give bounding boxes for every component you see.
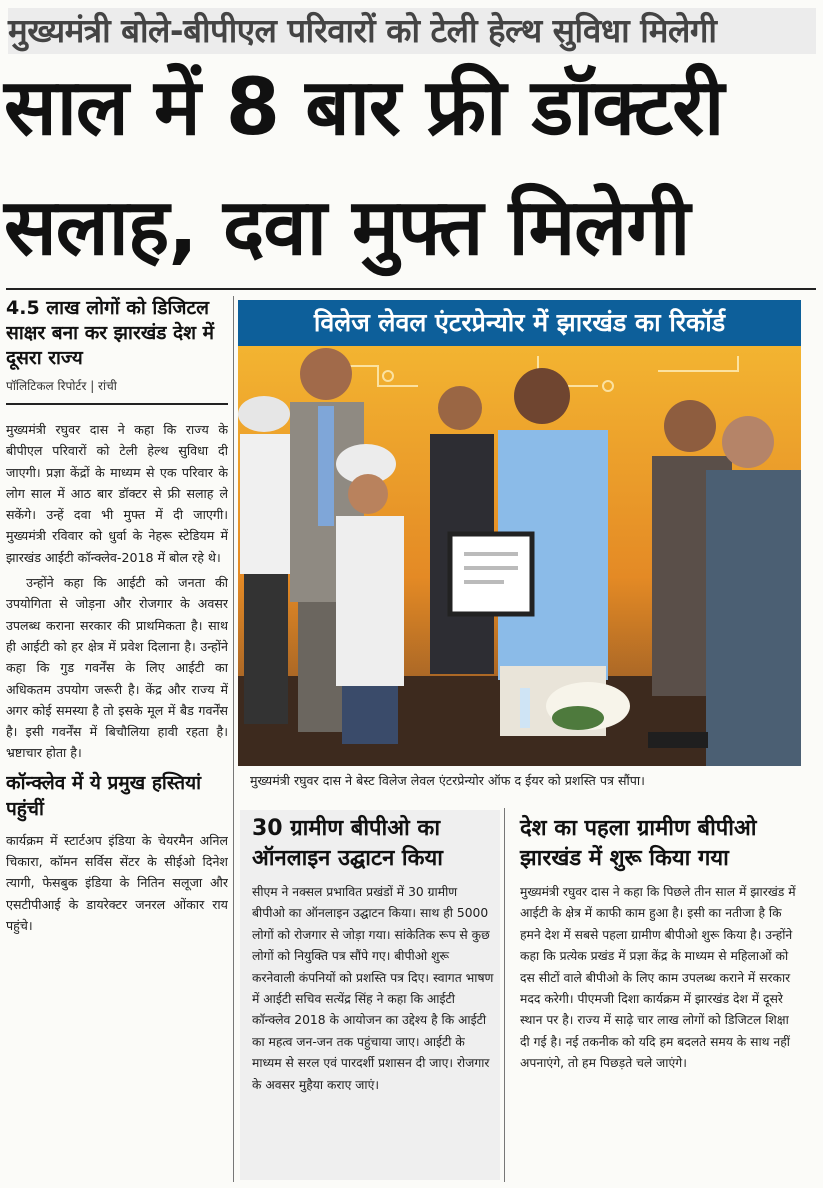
left-paragraph-2: उन्होंने कहा कि आईटी को जनता की उपयोगिता से जोड़ना और रोजगार के अवसर उपलब्ध कराना सरकार की प्राथमिकता है। साथ ही आईटी को हर क्षेत्र में प्रवेश दिलाना है। उन्होंने कहा कि गुड गवर्नेंस के लिए आईटी का अधिकतम उपयोग जरूरी है। केंद्र और राज्य में अगर कोई समस्या है तो इसके मूल में बैड गवर्नेंस है। इसी गवर्नेंस में बिचौलिया हावी रहता है। भ्रष्टाचार होता है। bbox=[6, 575, 228, 761]
photo-banner: विलेज लेवल एंटरप्रेन्योर में झारखंड का रिकॉर्ड bbox=[238, 300, 801, 346]
left-story bbox=[6, 296, 228, 1176]
event-photo bbox=[238, 346, 801, 766]
right-story-heading: देश का पहला ग्रामीण बीपीओ झारखंड में शुरू किया गया bbox=[520, 816, 757, 871]
photo-caption: मुख्यमंत्री रघुवर दास ने बेस्ट विलेज लेवल एंटरप्रेन्योर ऑफ द ईयर को प्रशस्ति पत्र सौंपा। bbox=[250, 773, 645, 788]
headline-line-1: साल में 8 बार फ्री डॉक्टरी bbox=[4, 63, 724, 153]
middle-column-divider bbox=[504, 808, 505, 1182]
kicker-strap: मुख्यमंत्री बोले-बीपीएल परिवारों को टेली हेल्थ सुविधा मिलेगी bbox=[8, 8, 816, 54]
left-column-divider bbox=[233, 296, 234, 1182]
left-paragraph-1: मुख्यमंत्री रघुवर दास ने कहा कि राज्य के बीपीएल परिवारों को टेली हेल्थ सुविधा दी जाएगी। प्रज्ञा केंद्रों के माध्यम से एक परिवार के लोग साल में आठ बार डॉक्टर से फ्री सलाह ले सकेंगे। उन्हें दवा भी मुफ्त में दी जाएगी। मुख्यमंत्री रविवार को धुर्वा के नेहरू स्टेडियम में झारखंड आईटी कॉन्क्लेव-2018 में बोल रहे थे। bbox=[6, 422, 228, 565]
right-story bbox=[508, 810, 808, 1180]
middle-story-heading: 30 ग्रामीण बीपीओ का ऑनलाइन उद्घाटन किया bbox=[252, 816, 443, 871]
left-paragraph-3: कार्यक्रम में स्टार्टअप इंडिया के चेयरमैन अनिल चिकारा, कॉमन सर्विस सेंटर के सीईओ दिनेश त्यागी, फेसबुक इंडिया के नितिन सलूजा और एसटीपीआई के डायरेक्टर जनरल ओंकार राय पहुंचे। bbox=[6, 832, 228, 933]
right-story-body: मुख्यमंत्री रघुवर दास ने कहा कि पिछले तीन साल में झारखंड में आईटी के क्षेत्र में काफी काम हुआ है। इसी का नतीजा है कि हमने देश में सबसे पहला ग्रामीण बीपीओ शुरू किया है। उन्होंने कहा कि प्रत्येक प्रखंड में प्रज्ञा केंद्र के माध्यम से महिलाओं को दस सीटों वाले बीपीओ के लिए काम उपलब्ध कराने में सरकार मदद करेगी। पीएमजी दिशा कार्यक्रम में झारखंड देश में दूसरे स्थान पर है। राज्य में साढ़े चार लाख लोगों को डिजिटल शिक्षा दी गई है। नई तकनीक को यदि हम बदलते समय के साथ नहीं अपनाएंगे, तो हम पिछड़ते चले जाएंगे। bbox=[520, 885, 796, 1071]
headline-divider bbox=[6, 288, 816, 290]
headline-line-2: सलाह, दवा मुफ्त मिलेगी bbox=[4, 183, 690, 273]
left-story-heading: 4.5 लाख लोगों को डिजिटल साक्षर बना कर झारखंड देश में दूसरा राज्य bbox=[6, 297, 215, 369]
middle-story-body: सीएम ने नक्सल प्रभावित प्रखंडों में 30 ग्रामीण बीपीओ का ऑनलाइन उद्घाटन किया। साथ ही 5000 लोगों को रोजगार से जोड़ा गया। सांकेतिक रूप से कुछ लोगों को नियुक्ति पत्र सौंपे गए। बीपीओ शुरू करनेवाली कंपनियों को प्रशस्ति पत्र दिए। स्वागत भाषण में आईटी सचिव सत्येंद्र सिंह ने कहा कि आईटी कॉन्क्लेव 2018 के आयोजन का उद्देश्य है कि आईटी का महत्व जन-जन तक पहुंचाया जाए। आईटी के माध्यम से सरल एवं पारदर्शी प्रशासन दी जाए। रोजगार के अवसर मुहैया कराए जाएं। bbox=[252, 885, 494, 1092]
middle-story bbox=[240, 810, 500, 1180]
left-subhead: कॉन्क्लेव में ये प्रमुख हस्तियां पहुंचीं bbox=[6, 771, 202, 820]
byline: पॉलिटिकल रिपोर्टर | रांची bbox=[6, 377, 228, 405]
